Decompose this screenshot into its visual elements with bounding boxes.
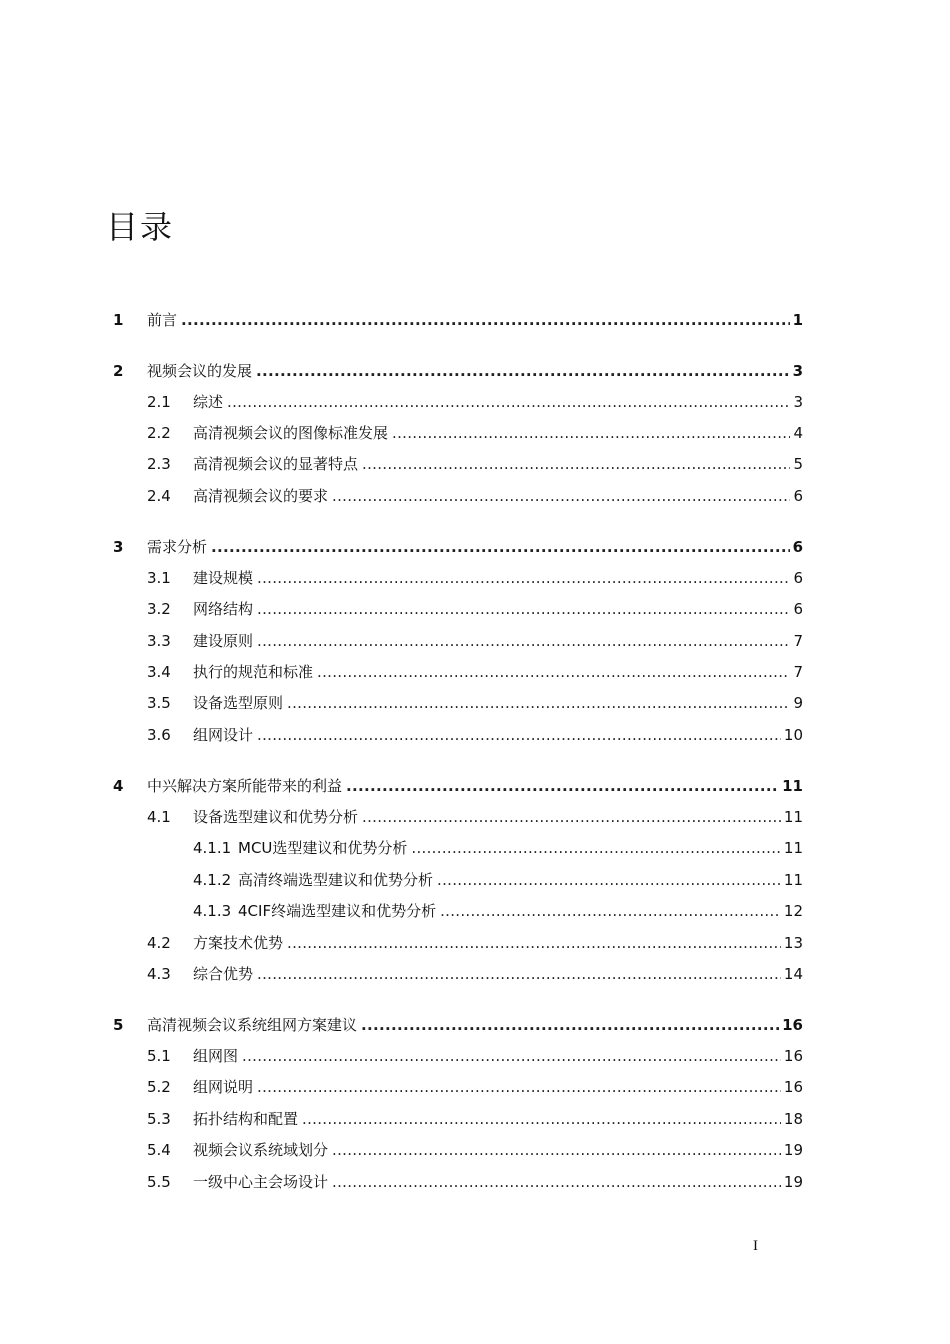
- toc-entry-page: 6: [793, 600, 803, 618]
- toc-leader-dots: [332, 1139, 781, 1161]
- page-number: I: [753, 1238, 758, 1254]
- toc-entry-number: 2: [113, 362, 124, 380]
- toc-entry-page: 7: [793, 663, 803, 681]
- toc-leader-dots: [302, 1108, 781, 1130]
- toc-entry[interactable]: [0, 1139, 950, 1161]
- toc-leader-dots: [411, 837, 781, 859]
- toc-entry[interactable]: [0, 422, 950, 444]
- toc-leader-dots: [440, 900, 781, 922]
- toc-leader-dots: [257, 963, 781, 985]
- toc-entry-number: 3.1: [147, 569, 171, 587]
- toc-entry-number: 5.3: [147, 1110, 171, 1128]
- toc-entry-title: 高清视频会议的显著特点: [193, 455, 359, 473]
- toc-entry-number: 4.2: [147, 934, 171, 952]
- toc-entry-page: 7: [793, 632, 803, 650]
- toc-entry-page: 16: [783, 1047, 803, 1065]
- toc-entry-page: 19: [783, 1173, 803, 1191]
- toc-entry-page: 14: [783, 965, 803, 983]
- toc-entry-number: 2.2: [147, 424, 171, 442]
- toc-entry-number: 5.2: [147, 1078, 171, 1096]
- toc-leader-dots: [257, 1076, 781, 1098]
- toc-entry-title: 高清终端选型建议和优势分析: [238, 871, 434, 889]
- toc-leader-dots: [242, 1045, 781, 1067]
- toc-entry-page: 3: [792, 362, 803, 380]
- toc-entry-title: 前言: [147, 311, 178, 329]
- toc-entry[interactable]: [0, 1014, 950, 1036]
- page-title: 目录: [106, 208, 175, 246]
- toc-entry-page: 11: [783, 839, 803, 857]
- toc-entry-number: 3.2: [147, 600, 171, 618]
- toc-entry-title: 高清视频会议的要求: [193, 487, 329, 505]
- toc-entry[interactable]: [0, 598, 950, 620]
- toc-entry-page: 11: [783, 808, 803, 826]
- toc-entry-page: 9: [793, 694, 803, 712]
- toc-entry[interactable]: [0, 1171, 950, 1193]
- toc-entry-title: 综合优势: [193, 965, 254, 983]
- toc-entry-page: 1: [792, 311, 803, 329]
- toc-entry[interactable]: [0, 724, 950, 746]
- toc-entry[interactable]: [0, 1108, 950, 1130]
- toc-leader-dots: [392, 422, 790, 444]
- toc-entry-title: 需求分析: [147, 538, 208, 556]
- toc-entry[interactable]: [0, 869, 950, 891]
- toc-entry-title: 设备选型建议和优势分析: [193, 808, 359, 826]
- toc-entry-title: 方案技术优势: [193, 934, 284, 952]
- toc-entry-number: 3.3: [147, 632, 171, 650]
- toc-entry-title: 高清视频会议的图像标准发展: [193, 424, 389, 442]
- toc-entry-title: 中兴解决方案所能带来的利益: [147, 777, 343, 795]
- toc-entry-page: 19: [783, 1141, 803, 1159]
- toc-entry[interactable]: [0, 453, 950, 475]
- toc-entry-title: 4CIF终端选型建议和优势分析: [238, 902, 437, 920]
- toc-entry-number: 4.1: [147, 808, 171, 826]
- toc-entry[interactable]: [0, 536, 950, 558]
- toc-entry-page: 12: [783, 902, 803, 920]
- toc-leader-dots: [346, 775, 779, 797]
- toc-entry-title: 拓扑结构和配置: [193, 1110, 299, 1128]
- toc-entry[interactable]: [0, 963, 950, 985]
- toc-entry-title: 建设原则: [193, 632, 254, 650]
- toc-entry-title: 一级中心主会场设计: [193, 1173, 329, 1191]
- toc-entry-title: 执行的规范和标准: [193, 663, 314, 681]
- toc-entry[interactable]: [0, 630, 950, 652]
- toc-leader-dots: [257, 567, 790, 589]
- toc-leader-dots: [437, 869, 781, 891]
- toc-entry-number: 4.1.3: [193, 902, 232, 920]
- toc-entry-page: 4: [793, 424, 803, 442]
- toc-entry-page: 11: [782, 777, 803, 795]
- toc-leader-dots: [211, 536, 790, 558]
- toc-entry[interactable]: [0, 837, 950, 859]
- toc-entry-number: 5.5: [147, 1173, 171, 1191]
- toc-entry-number: 4.3: [147, 965, 171, 983]
- toc-entry-page: 11: [783, 871, 803, 889]
- toc-leader-dots: [362, 806, 781, 828]
- toc-entry-page: 16: [782, 1016, 803, 1034]
- toc-entry-title: 组网设计: [193, 726, 254, 744]
- toc-entry-number: 2.1: [147, 393, 171, 411]
- toc-entry[interactable]: [0, 775, 950, 797]
- toc-entry-number: 1: [113, 311, 124, 329]
- toc-entry[interactable]: [0, 391, 950, 413]
- toc-entry-title: 综述: [193, 393, 224, 411]
- toc-entry-page: 6: [793, 487, 803, 505]
- toc-leader-dots: [332, 1171, 781, 1193]
- toc-entry-number: 3.5: [147, 694, 171, 712]
- toc-leader-dots: [257, 630, 790, 652]
- toc-entry-number: 3.6: [147, 726, 171, 744]
- toc-entry[interactable]: [0, 692, 950, 714]
- toc-entry-number: 5.1: [147, 1047, 171, 1065]
- toc-entry-number: 2.4: [147, 487, 171, 505]
- toc-entry-number: 2.3: [147, 455, 171, 473]
- toc-entry-title: 高清视频会议系统组网方案建议: [147, 1016, 358, 1034]
- toc-entry-title: 视频会议系统域划分: [193, 1141, 329, 1159]
- toc-leader-dots: [227, 391, 790, 413]
- toc-entry-title: MCU选型建议和优势分析: [238, 839, 408, 857]
- toc-entry[interactable]: [0, 932, 950, 954]
- toc-leader-dots: [181, 309, 790, 331]
- toc-entry[interactable]: [0, 360, 950, 382]
- toc-entry-title: 视频会议的发展: [147, 362, 253, 380]
- toc-entry-number: 4: [113, 777, 124, 795]
- toc-entry[interactable]: [0, 567, 950, 589]
- toc-entry-number: 5: [113, 1016, 124, 1034]
- toc-leader-dots: [257, 724, 781, 746]
- toc-entry-title: 组网说明: [193, 1078, 254, 1096]
- toc-entry-page: 3: [793, 393, 803, 411]
- toc-entry-number: 4.1.2: [193, 871, 232, 889]
- toc-entry-number: 5.4: [147, 1141, 171, 1159]
- toc-leader-dots: [287, 692, 790, 714]
- toc-entry[interactable]: [0, 1045, 950, 1067]
- toc-entry[interactable]: [0, 309, 950, 331]
- toc-leader-dots: [361, 1014, 779, 1036]
- toc-leader-dots: [362, 453, 790, 475]
- toc-leader-dots: [317, 661, 790, 683]
- toc-entry[interactable]: [0, 806, 950, 828]
- toc-entry[interactable]: [0, 485, 950, 507]
- toc-entry-page: 13: [783, 934, 803, 952]
- toc-leader-dots: [287, 932, 781, 954]
- toc-entry-title: 组网图: [193, 1047, 239, 1065]
- toc-entry[interactable]: [0, 661, 950, 683]
- toc-leader-dots: [332, 485, 790, 507]
- toc-entry-page: 6: [792, 538, 803, 556]
- toc-entry[interactable]: [0, 1076, 950, 1098]
- toc-entry-page: 10: [783, 726, 803, 744]
- toc-entry-title: 网络结构: [193, 600, 254, 618]
- toc-entry-number: 3: [113, 538, 124, 556]
- toc-entry-title: 建设规模: [193, 569, 254, 587]
- toc-entry-page: 6: [793, 569, 803, 587]
- toc-entry-page: 18: [783, 1110, 803, 1128]
- toc-entry-number: 3.4: [147, 663, 171, 681]
- toc-leader-dots: [257, 598, 790, 620]
- toc-entry-page: 5: [793, 455, 803, 473]
- toc-entry[interactable]: [0, 900, 950, 922]
- toc-entry-page: 16: [783, 1078, 803, 1096]
- toc-leader-dots: [256, 360, 790, 382]
- toc-entry-title: 设备选型原则: [193, 694, 284, 712]
- toc-entry-number: 4.1.1: [193, 839, 232, 857]
